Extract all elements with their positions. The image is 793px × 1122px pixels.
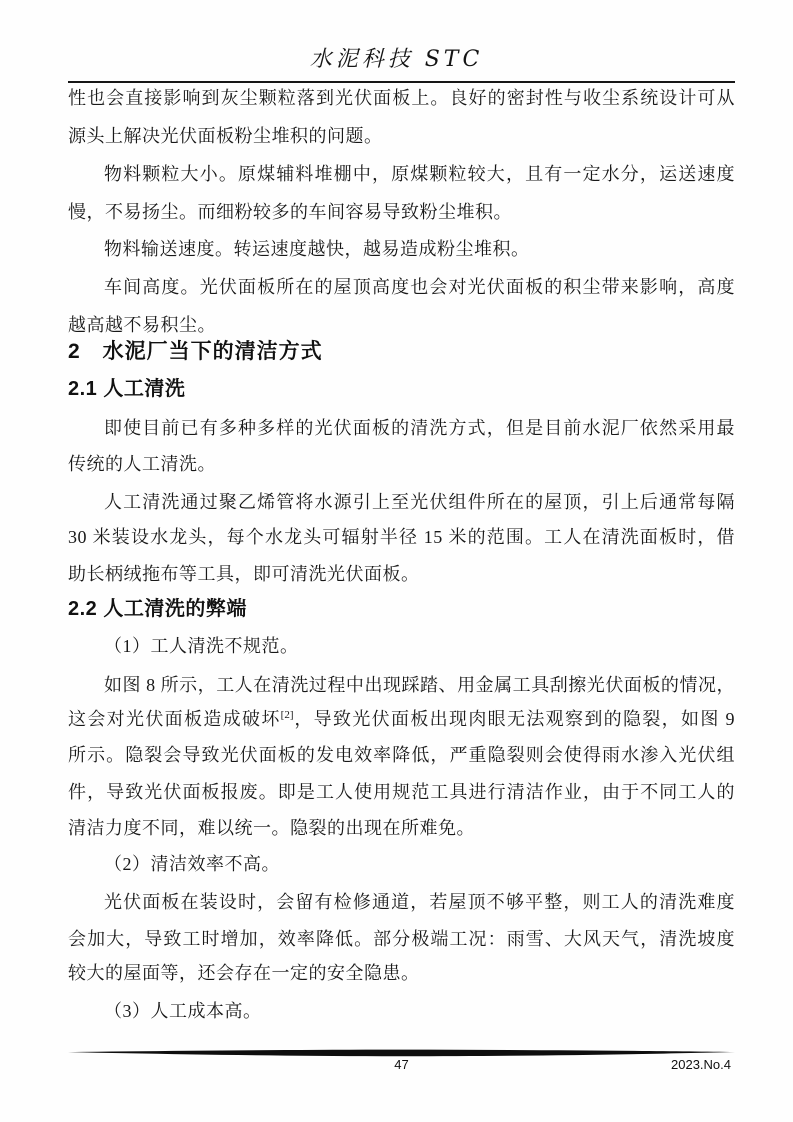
header-rule (68, 81, 735, 83)
text-line: 所示。隐裂会导致光伏面板的发电效率降低，严重隐裂则会使得雨水渗入光伏组 (68, 745, 735, 765)
text-line: 件，导致光伏面板报废。即是工人使用规范工具进行清洁作业，由于不同工人的 (68, 782, 735, 802)
text-line: 如图 8 所示，工人在清洗过程中出现踩踏、用金属工具刮擦光伏面板的情况， (104, 675, 735, 695)
issue-number: 2023.No.4 (671, 1057, 731, 1072)
text-segment: ，导致光伏面板出现肉眼无法观察到的隐裂，如图 9 (293, 709, 736, 729)
text-line: 传统的人工清洗。 (68, 454, 216, 474)
text-line: （3）人工成本高。 (104, 1001, 262, 1021)
text-line: （2）清洁效率不高。 (104, 854, 280, 874)
text-segment: 这会对光伏面板造成破坏 (68, 709, 281, 729)
page-number: 47 (394, 1057, 409, 1072)
text-line: 人工清洗通过聚乙烯管将水源引上至光伏组件所在的屋顶，引上后通常每隔 (104, 492, 735, 512)
text-line: 清洁力度不同，难以统一。隐裂的出现在所难免。 (68, 818, 475, 838)
subsection-heading-2-1: 2.1 人工清洗 (68, 378, 186, 400)
text-line: 车间高度。光伏面板所在的屋顶高度也会对光伏面板的积尘带来影响，高度 (104, 277, 735, 297)
section-heading-2: 2 水泥厂当下的清洁方式 (68, 340, 323, 363)
text-line: 会加大，导致工时增加，效率降低。部分极端工况：雨雪、大风天气，清洗坡度 (68, 929, 735, 949)
text-line: 即使目前已有多种多样的光伏面板的清洗方式，但是目前水泥厂依然采用最 (104, 418, 735, 438)
subsection-heading-2-2: 2.2 人工清洗的弊端 (68, 598, 247, 620)
text-line: 光伏面板在装设时，会留有检修通道，若屋顶不够平整，则工人的清洗难度 (104, 892, 735, 912)
text-line-with-reference (68, 708, 735, 733)
text-line: 慢，不易扬尘。而细粉较多的车间容易导致粉尘堆积。 (68, 202, 512, 222)
text-line: 30 米装设水龙头，每个水龙头可辐射半径 15 米的范围。工人在清洗面板时，借 (68, 527, 735, 547)
footer-rule (68, 1049, 735, 1057)
text-line: 性也会直接影响到灰尘颗粒落到光伏面板上。良好的密封性与收尘系统设计可从 (68, 88, 735, 108)
reference-superscript: [2] (280, 709, 294, 721)
text-line: （1）工人清洗不规范。 (104, 636, 299, 656)
text-line: 助长柄绒拖布等工具，即可清洗光伏面板。 (68, 564, 420, 584)
journal-title: 水泥科技 STC (309, 47, 484, 72)
text-line: 较大的屋面等，还会存在一定的安全隐患。 (68, 963, 420, 983)
text-line: 物料颗粒大小。原煤辅料堆棚中，原煤颗粒较大，且有一定水分，运送速度 (104, 164, 735, 184)
text-line: 物料输送速度。转运速度越快，越易造成粉尘堆积。 (104, 239, 530, 259)
text-line: 源头上解决光伏面板粉尘堆积的问题。 (68, 126, 383, 146)
text-line: 越高越不易积尘。 (68, 315, 216, 335)
